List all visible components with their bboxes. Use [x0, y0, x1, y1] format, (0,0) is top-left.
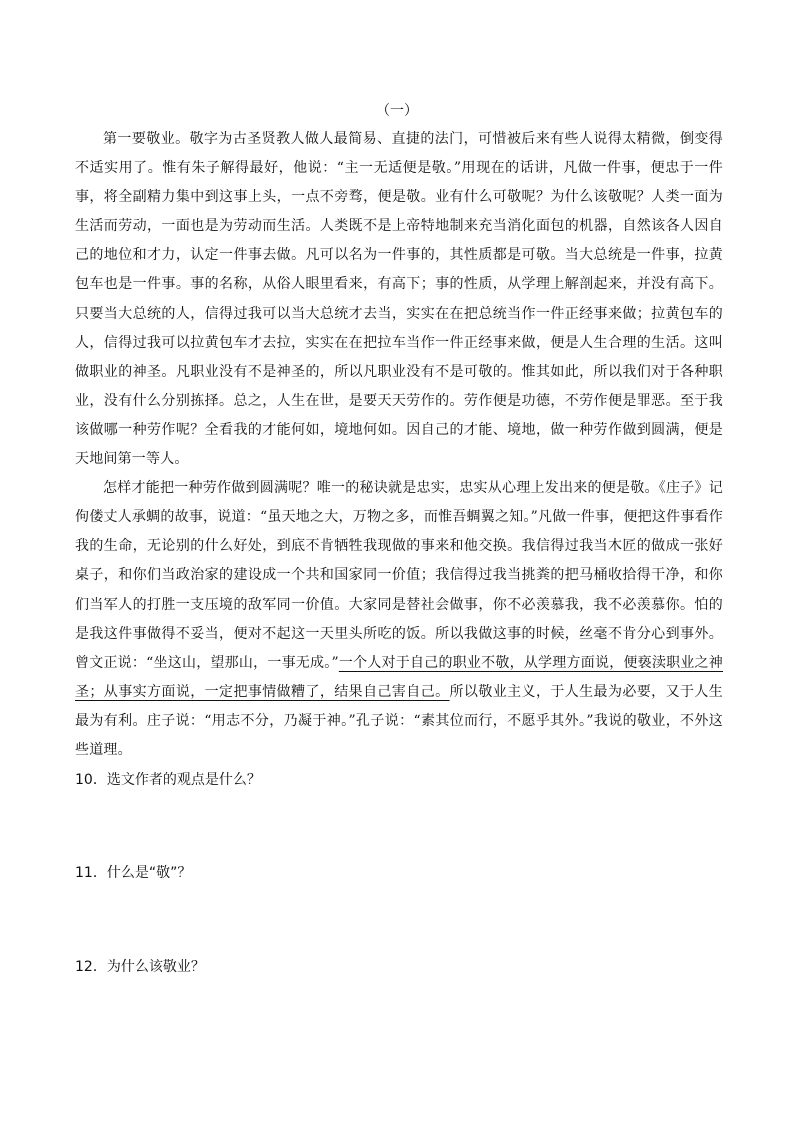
passage-paragraph-2	[75, 474, 723, 765]
passage-paragraph-2-part-b: 所以敬业主义，于人生最为必要，又于人生最为有利。庄子说：“用志不分，乃凝于神。”孔子说：“素其位而行，不愿乎其外。”我说的敬业，不外这些道理。	[75, 683, 723, 758]
question-11: 11．什么是“敬”？	[75, 865, 192, 881]
passage-paragraph-1: 第一要敬业。敬字为古圣贤教人做人最简易、直捷的法门，可惜被后来有些人说得太精微，倒变得不适实用了。惟有朱子解得最好，他说：“主一无适便是敬。”用现在的话讲，凡做一件事，便忠于一件事，将全副精力集中到这事上头，一点不旁骛，便是敬。业有什么可敬呢？为什么该敬呢？人类一面为生活而劳动，一面也是为劳动而生活。人类既不是上帝特地制来充当消化面包的机器，自然该各人因自己的地位和才力，认定一件事去做。凡可以名为一件事的，其性质都是可敬。当大总统是一件事，拉黄包车也是一件事。事的名称，从俗人眼里看来，有高下；事的性质，从学理上解剖起来，并没有高下。只要当大总统的人，信得过我可以当大总统才去当，实实在在把总统当作一件正经事来做；拉黄包车的人，信得过我可以拉黄包车才去拉，实实在在把拉车当作一件正经事来做，便是人生合理的生活。这叫做职业的神圣。凡职业没有不是神圣的，所以凡职业没有不是可敬的。惟其如此，所以我们对于各种职业，没有什么分别拣择。总之，人生在世，是要天天劳作的。劳作便是功德，不劳作便是罪恶。至于我该做哪一种劳作呢？全看我的才能何如，境地何如。因自己的才能、境地，做一种劳作做到圆满，便是天地间第一等人。	[75, 131, 723, 468]
question-12: 12．为什么该敬业？	[75, 959, 205, 975]
reading-passage	[75, 125, 723, 765]
section-title: （一）	[376, 103, 418, 119]
underlined-sentence: 一个人对于自己的职业不敬，从学理方面说，便亵渎职业之神圣；从事实方面说，一定把事情做糟了，结果自己害自己。	[75, 654, 723, 700]
passage-paragraph-2-part-a: 怎样才能把一种劳作做到圆满呢？唯一的秘诀就是忠实，忠实从心理上发出来的便是敬。《庄子》记佝偻丈人承蜩的故事，说道：“虽天地之大，万物之多，而惟吾蜩翼之知。”凡做一件事，便把这件事看作我的生命，无论别的什么好处，到底不肯牺牲我现做的事来和他交换。我信得过我当木匠的做成一张好桌子，和你们当政治家的建设成一个共和国家同一价值；我信得过我当挑粪的把马桶收拾得干净，和你们当军人的打胜一支压境的敌军同一价值。大家同是替社会做事，你不必羡慕我，我不必羡慕你。怕的是我这件事做得不妥当，便对不起这一天里头所吃的饭。所以我做这事的时候，丝毫不肯分心到事外。曾文正说：“坐这山，望那山，一事无成。”	[75, 480, 723, 671]
question-10: 10．选文作者的观点是什么？	[75, 772, 261, 788]
